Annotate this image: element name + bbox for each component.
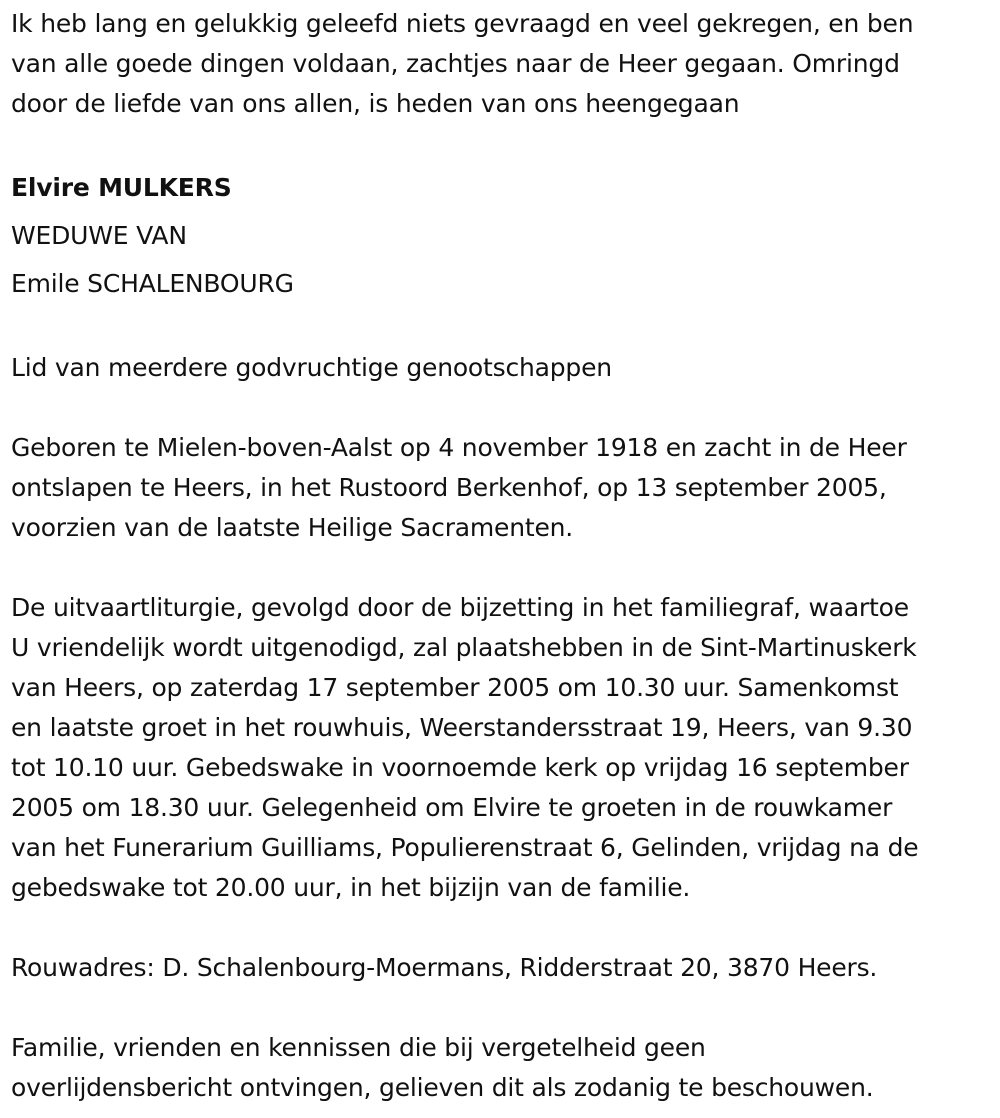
obituary-document [11, 4, 996, 1108]
funeral-line: tot 10.10 uur. Gebedswake in voornoemde kerk op vrijdag 16 september [11, 753, 909, 782]
birth-death-line: voorzien van de laatste Heilige Sacramenten. [11, 513, 574, 542]
mourning-address: Rouwadres: D. Schalenbourg-Moermans, Ridderstraat 20, 3870 Heers. [11, 953, 878, 982]
deceased-block [11, 164, 996, 308]
closing-paragraph [11, 1028, 996, 1108]
intro-line: van alle goede dingen voldaan, zachtjes naar de Heer gegaan. Omringd [11, 49, 900, 78]
funeral-line: van Heers, op zaterdag 17 september 2005 om 10.30 uur. Samenkomst [11, 673, 899, 702]
funeral-line: De uitvaartliturgie, gevolgd door de bijzetting in het familiegraf, waartoe [11, 593, 909, 622]
closing-line: Familie, vrienden en kennissen die bij vergetelheid geen [11, 1033, 706, 1062]
intro-line: door de liefde van ons allen, is heden van ons heengegaan [11, 89, 740, 118]
funeral-line: U vriendelijk wordt uitgenodigd, zal plaatshebben in de Sint-Martinuskerk [11, 633, 917, 662]
funeral-line: gebedswake tot 20.00 uur, in het bijzijn van de familie. [11, 873, 691, 902]
funeral-paragraph [11, 588, 996, 908]
intro-paragraph [11, 4, 996, 124]
funeral-line: van het Funerarium Guilliams, Populierenstraat 6, Gelinden, vrijdag na de [11, 833, 919, 862]
spouse-name: Emile SCHALENBOURG [11, 269, 294, 298]
funeral-line: 2005 om 18.30 uur. Gelegenheid om Elvire te groeten in de rouwkamer [11, 793, 893, 822]
membership-line: Lid van meerdere godvruchtige genootschappen [11, 353, 612, 382]
birth-death-line: Geboren te Mielen-boven-Aalst op 4 november 1918 en zacht in de Heer [11, 433, 907, 462]
birth-death-paragraph [11, 428, 996, 548]
closing-line: overlijdensbericht ontvingen, gelieven dit als zodanig te beschouwen. [11, 1073, 874, 1102]
intro-line: Ik heb lang en gelukkig geleefd niets gevraagd en veel gekregen, en ben [11, 9, 914, 38]
birth-death-line: ontslapen te Heers, in het Rustoord Berkenhof, op 13 september 2005, [11, 473, 887, 502]
funeral-line: en laatste groet in het rouwhuis, Weerstandersstraat 19, Heers, van 9.30 [11, 713, 913, 742]
deceased-name: Elvire MULKERS [11, 173, 232, 202]
relation-label: WEDUWE VAN [11, 221, 187, 250]
